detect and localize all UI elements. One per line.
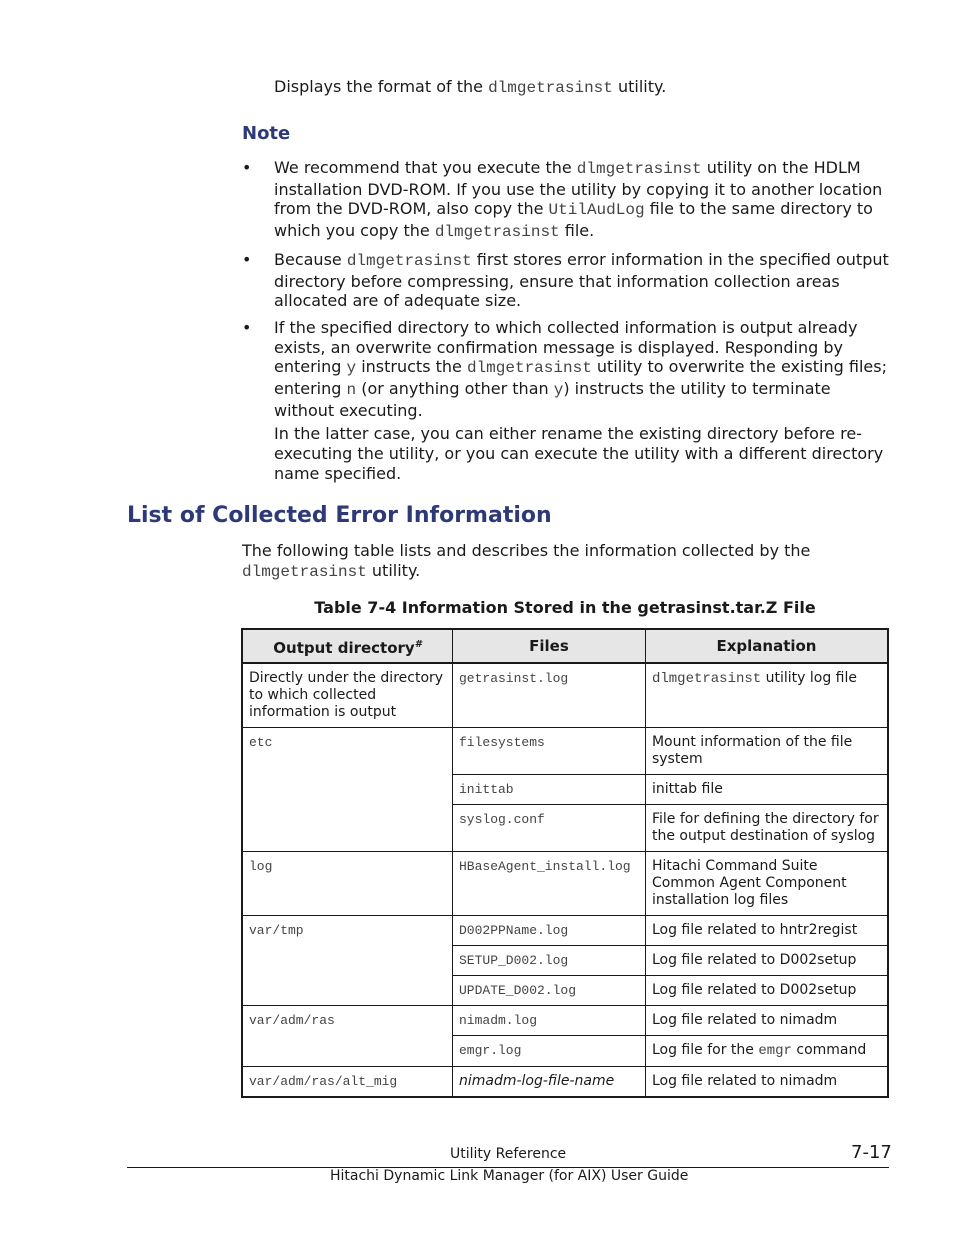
table-caption: Table 7-4 Information Stored in the getrasinst.tar.Z File	[314, 598, 816, 617]
footer-document-title: Hitachi Dynamic Link Manager (for AIX) User Guide	[330, 1168, 689, 1184]
intro-paragraph	[274, 77, 894, 98]
info-table	[241, 628, 889, 1098]
inline-code: dlmgetrasinst	[651, 671, 762, 687]
inline-code: y	[553, 381, 564, 400]
table-row	[242, 1067, 888, 1098]
cell-dir: var/adm/ras/alt_mig	[242, 1067, 452, 1098]
cell-file: nimadm-log-file-name	[452, 1067, 645, 1098]
inline-code: n	[346, 381, 357, 400]
page-number: 7-17	[851, 1142, 892, 1163]
cell-explanation: Log file for the emgr command	[645, 1036, 888, 1067]
inline-code: UtilAudLog	[548, 201, 645, 220]
inline-code: emgr	[758, 1043, 792, 1059]
note-heading: Note	[242, 123, 291, 144]
cell-file: UPDATE_D002.log	[452, 976, 645, 1006]
cell-file: syslog.conf	[452, 805, 645, 852]
cell-file: getrasinst.log	[452, 663, 645, 728]
cell-file: filesystems	[452, 728, 645, 775]
cell-file: inittab	[452, 775, 645, 805]
cell-file: SETUP_D002.log	[452, 946, 645, 976]
cell-explanation: dlmgetrasinst utility log file	[645, 663, 888, 728]
cell-explanation: Log file related to nimadm	[645, 1006, 888, 1036]
cell-explanation: Log file related to D002setup	[645, 946, 888, 976]
cell-explanation: Log file related to nimadm	[645, 1067, 888, 1098]
cell-file: D002PPName.log	[452, 916, 645, 946]
table-row	[242, 1006, 888, 1036]
cell-file: HBaseAgent_install.log	[452, 852, 645, 916]
cell-dir: var/adm/ras	[242, 1006, 452, 1067]
footer-section-name: Utility Reference	[450, 1146, 567, 1162]
bullet-mark: •	[242, 158, 252, 177]
cell-explanation: Mount information of the file system	[645, 728, 888, 775]
note-bullet-2: • Because dlmgetrasinst first stores error information in the specified output directory before compressing, ensure that information collection areas allocated are of adequate size.	[242, 249, 889, 311]
inline-code: dlmgetrasinst	[346, 251, 472, 270]
inline-code: dlmgetrasinst	[488, 79, 613, 97]
intro-text-end: utility.	[612, 77, 667, 96]
footnote-marker: #	[414, 638, 422, 650]
intro-text: Displays the format of the	[274, 77, 489, 96]
cell-explanation: Log file related to D002setup	[645, 976, 888, 1006]
table-row	[242, 728, 888, 775]
header-files: Files	[452, 629, 645, 663]
section-heading: List of Collected Error Information	[127, 503, 552, 528]
cell-file: nimadm.log	[452, 1006, 645, 1036]
cell-dir: var/tmp	[242, 916, 452, 1006]
table-row	[242, 663, 888, 728]
note-bullet-list	[242, 158, 892, 491]
table-row	[242, 852, 888, 916]
bullet-mark: •	[242, 249, 252, 269]
cell-dir: log	[242, 852, 452, 916]
note-bullet-1: • We recommend that you execute the dlmgetrasinst utility on the HDLM installation DVD-ROM. If you use the utility by copying it to another location from the DVD-ROM, also copy the UtilAudLog file to the same directory to which you copy the dlmgetrasinst file.	[242, 158, 883, 242]
cell-dir: Directly under the directory to which collected information is output	[242, 663, 452, 728]
cell-explanation: File for defining the directory for the output destination of syslog	[645, 805, 888, 852]
cell-file: emgr.log	[452, 1036, 645, 1067]
cell-explanation: inittab file	[645, 775, 888, 805]
inline-code: dlmgetrasinst	[242, 563, 367, 581]
section-intro: The following table lists and describes the information collected by the dlmgetrasinst utility.	[242, 541, 811, 581]
note-bullet-3: • If the specified directory to which collected information is output already exists, an overwrite confirmation message is displayed. Responding by entering y instructs the dlmgetrasinst utility to overwrite the existing files; entering n (or anything other than y) instructs the utility to terminate without executing. In the latter case, you can either rename the existing directory before re-executing the utility, or you can execute the utility with a different directory name specified.	[242, 318, 892, 484]
inline-code: dlmgetrasinst	[434, 223, 560, 242]
table-header-row	[242, 629, 888, 663]
header-explanation: Explanation	[645, 629, 888, 663]
inline-code: dlmgetrasinst	[466, 359, 592, 378]
inline-code: dlmgetrasinst	[576, 160, 702, 178]
cell-explanation: Log file related to hntr2regist	[645, 916, 888, 946]
note-bullet-3-followup: In the latter case, you can either rename the existing directory before re-executing the utility, or you can execute the utility with a different directory name specified.	[274, 424, 884, 483]
cell-dir: etc	[242, 728, 452, 852]
bullet-mark: •	[242, 317, 252, 337]
header-output-directory: Output directory#	[242, 629, 452, 663]
inline-code: y	[346, 359, 357, 378]
table-row	[242, 916, 888, 946]
cell-explanation: Hitachi Command Suite Common Agent Component installation log files	[645, 852, 888, 916]
